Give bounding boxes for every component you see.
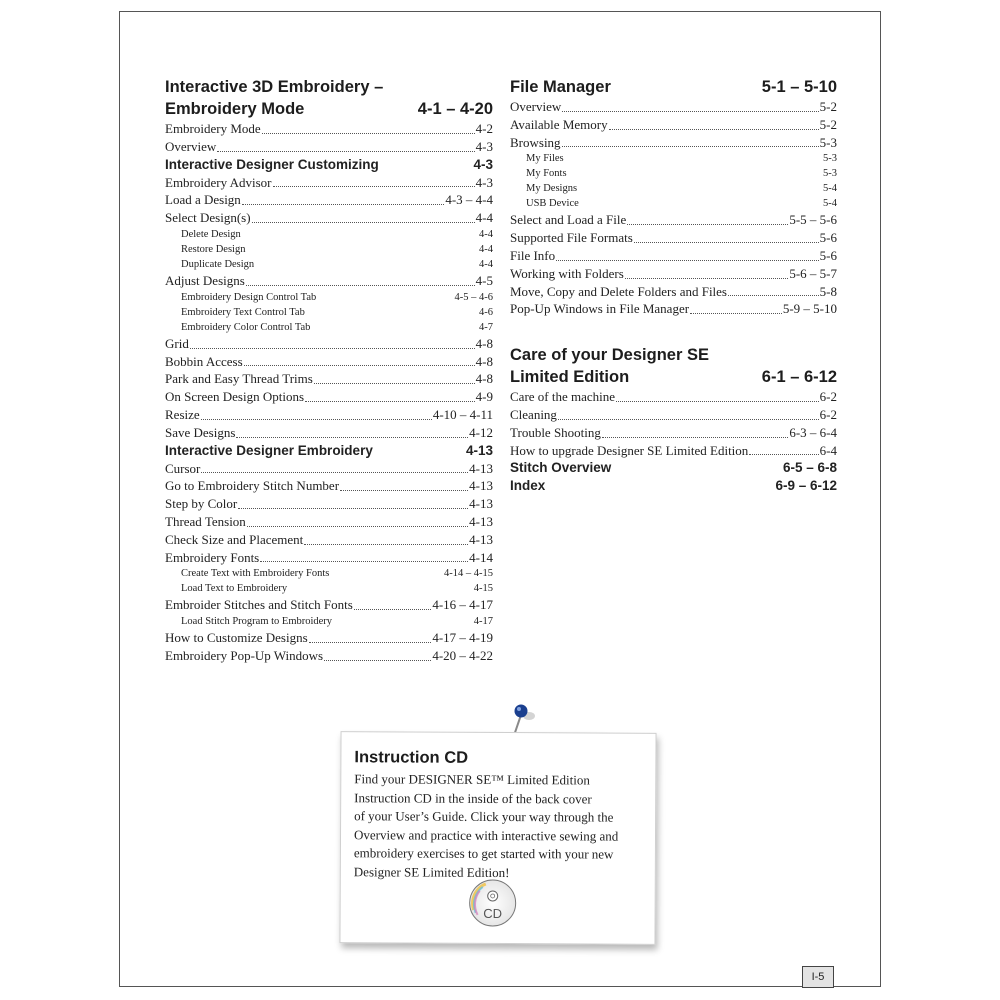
toc-entry[interactable]: How to Customize Designs 4-17 – 4-19 bbox=[165, 630, 493, 646]
section-heading bbox=[165, 98, 493, 120]
toc-entry[interactable]: Embroider Stitches and Stitch Fonts 4-16 – 4-17 bbox=[165, 597, 493, 613]
section-page-range: 6-1 – 6-12 bbox=[761, 368, 837, 387]
toc-subentry[interactable]: My Fonts 5-3 bbox=[526, 168, 837, 180]
toc-subentry[interactable]: Create Text with Embroidery Fonts 4-14 – 4-15 bbox=[181, 568, 493, 580]
toc-entry[interactable]: Embroidery Mode 4-2 bbox=[165, 121, 493, 136]
section-heading bbox=[510, 76, 837, 98]
toc-subsection-heading[interactable]: Stitch Overview 6-5 – 6-8 bbox=[510, 460, 837, 476]
section-title-line2: Limited Edition bbox=[510, 368, 630, 387]
toc-entry[interactable]: Overview 5-2 bbox=[510, 99, 837, 114]
toc-entry[interactable]: Available Memory 5-2 bbox=[510, 116, 837, 132]
note-line: Instruction CD in the inside of the back cover bbox=[354, 789, 592, 807]
section-heading bbox=[510, 366, 837, 388]
note-line: embroidery exercises to get started with your new bbox=[353, 845, 614, 862]
toc-entry[interactable]: Grid 4-8 bbox=[165, 335, 493, 351]
toc-entry[interactable]: Thread Tension 4-13 bbox=[165, 513, 493, 529]
toc-subentry[interactable]: Load Text to Embroidery 4-15 bbox=[181, 583, 493, 595]
toc-entry[interactable]: Go to Embroidery Stitch Number 4-13 bbox=[165, 478, 493, 494]
toc-entry[interactable]: Trouble Shooting 6-3 – 6-4 bbox=[510, 424, 837, 440]
toc-entry[interactable]: Load a Design 4-3 – 4-4 bbox=[165, 192, 493, 208]
toc-entry[interactable]: Move, Copy and Delete Folders and Files 5-8 bbox=[510, 283, 837, 299]
note-line: Overview and practice with interactive sewing and bbox=[353, 827, 619, 844]
toc-subentry[interactable]: Delete Design 4-4 bbox=[181, 228, 493, 240]
toc-entry[interactable]: How to upgrade Designer SE Limited Edition 6-4 bbox=[510, 442, 837, 458]
toc-entry[interactable]: Cursor 4-13 bbox=[165, 460, 493, 476]
section-title-line1: Care of your Designer SE bbox=[510, 346, 709, 365]
section-title-line2: Embroidery Mode bbox=[165, 100, 305, 118]
toc-entry[interactable]: Check Size and Placement 4-13 bbox=[165, 531, 493, 547]
toc-entry[interactable]: Bobbin Access 4-8 bbox=[165, 353, 493, 369]
note-line: Designer SE Limited Edition! bbox=[353, 864, 510, 881]
note-card bbox=[339, 731, 656, 945]
toc-left-column bbox=[165, 76, 493, 665]
page bbox=[119, 11, 881, 987]
toc-entry[interactable]: Pop-Up Windows in File Manager 5-9 – 5-10 bbox=[510, 301, 837, 317]
toc-right-column bbox=[510, 76, 837, 495]
toc-entry[interactable]: Cleaning 6-2 bbox=[510, 406, 837, 422]
toc-entry[interactable]: Step by Color 4-13 bbox=[165, 496, 493, 512]
toc-entry[interactable]: Select and Load a File 5-5 – 5-6 bbox=[510, 212, 837, 228]
toc-entry[interactable]: Adjust Designs 4-5 bbox=[165, 272, 493, 288]
toc-subentry[interactable]: Load Stitch Program to Embroidery 4-17 bbox=[181, 616, 493, 628]
toc-entry[interactable]: Care of the machine 6-2 bbox=[510, 389, 837, 405]
toc-subentry[interactable]: Embroidery Design Control Tab 4-5 – 4-6 bbox=[181, 291, 493, 303]
toc-entry[interactable]: Embroidery Advisor 4-3 bbox=[165, 174, 493, 190]
section-page-range: 4-1 – 4-20 bbox=[417, 100, 493, 118]
toc-entry[interactable]: Overview 4-3 bbox=[165, 138, 493, 154]
toc-entry[interactable]: Browsing 5-3 bbox=[510, 134, 837, 150]
toc-entry[interactable]: Embroidery Pop-Up Windows 4-20 – 4-22 bbox=[165, 647, 493, 663]
note-line: Find your DESIGNER SE™ Limited Edition bbox=[354, 771, 590, 788]
toc-subsection-heading[interactable]: Interactive Designer Customizing 4-3 bbox=[165, 156, 493, 172]
toc-subsection-heading[interactable]: Index 6-9 – 6-12 bbox=[510, 478, 837, 494]
toc-entry[interactable]: File Info 5-6 bbox=[510, 247, 837, 263]
cd-label: CD bbox=[483, 905, 503, 922]
toc-entry[interactable]: Select Design(s) 4-4 bbox=[165, 210, 493, 226]
section-page-range: 5-1 – 5-10 bbox=[761, 78, 837, 96]
toc-subentry[interactable]: Embroidery Color Control Tab 4-7 bbox=[181, 321, 493, 333]
section-title-line1: Interactive 3D Embroidery – bbox=[165, 78, 384, 96]
toc-subentry[interactable]: My Designs 5-4 bbox=[526, 183, 837, 195]
toc-subentry[interactable]: My Files 5-3 bbox=[526, 153, 837, 165]
toc-subentry[interactable]: Embroidery Text Control Tab 4-6 bbox=[181, 306, 493, 318]
toc-subentry[interactable]: Restore Design 4-4 bbox=[181, 243, 493, 255]
page-number: I-5 bbox=[802, 966, 834, 988]
instruction-cd-note bbox=[340, 732, 656, 944]
toc-entry[interactable]: Park and Easy Thread Trims 4-8 bbox=[165, 371, 493, 387]
toc-entry[interactable]: Supported File Formats 5-6 bbox=[510, 230, 837, 246]
toc-subentry[interactable]: Duplicate Design 4-4 bbox=[181, 258, 493, 270]
cd-disc-icon bbox=[468, 878, 518, 928]
toc-entry[interactable]: Working with Folders 5-6 – 5-7 bbox=[510, 265, 837, 281]
toc-entry[interactable]: Resize 4-10 – 4-11 bbox=[165, 406, 493, 422]
section-heading bbox=[165, 76, 493, 98]
toc-entry[interactable]: Save Designs 4-12 bbox=[165, 424, 493, 440]
toc-entry[interactable]: Embroidery Fonts 4-14 bbox=[165, 549, 493, 565]
toc-entry[interactable]: On Screen Design Options 4-9 bbox=[165, 389, 493, 405]
toc-subsection-heading[interactable]: Interactive Designer Embroidery 4-13 bbox=[165, 442, 493, 458]
toc-subentry[interactable]: USB Device 5-4 bbox=[526, 198, 837, 210]
section-title: File Manager bbox=[510, 78, 611, 96]
note-title: Instruction CD bbox=[354, 748, 469, 767]
section-heading bbox=[510, 344, 837, 366]
note-line: of your User’s Guide. Click your way through the bbox=[354, 808, 614, 825]
